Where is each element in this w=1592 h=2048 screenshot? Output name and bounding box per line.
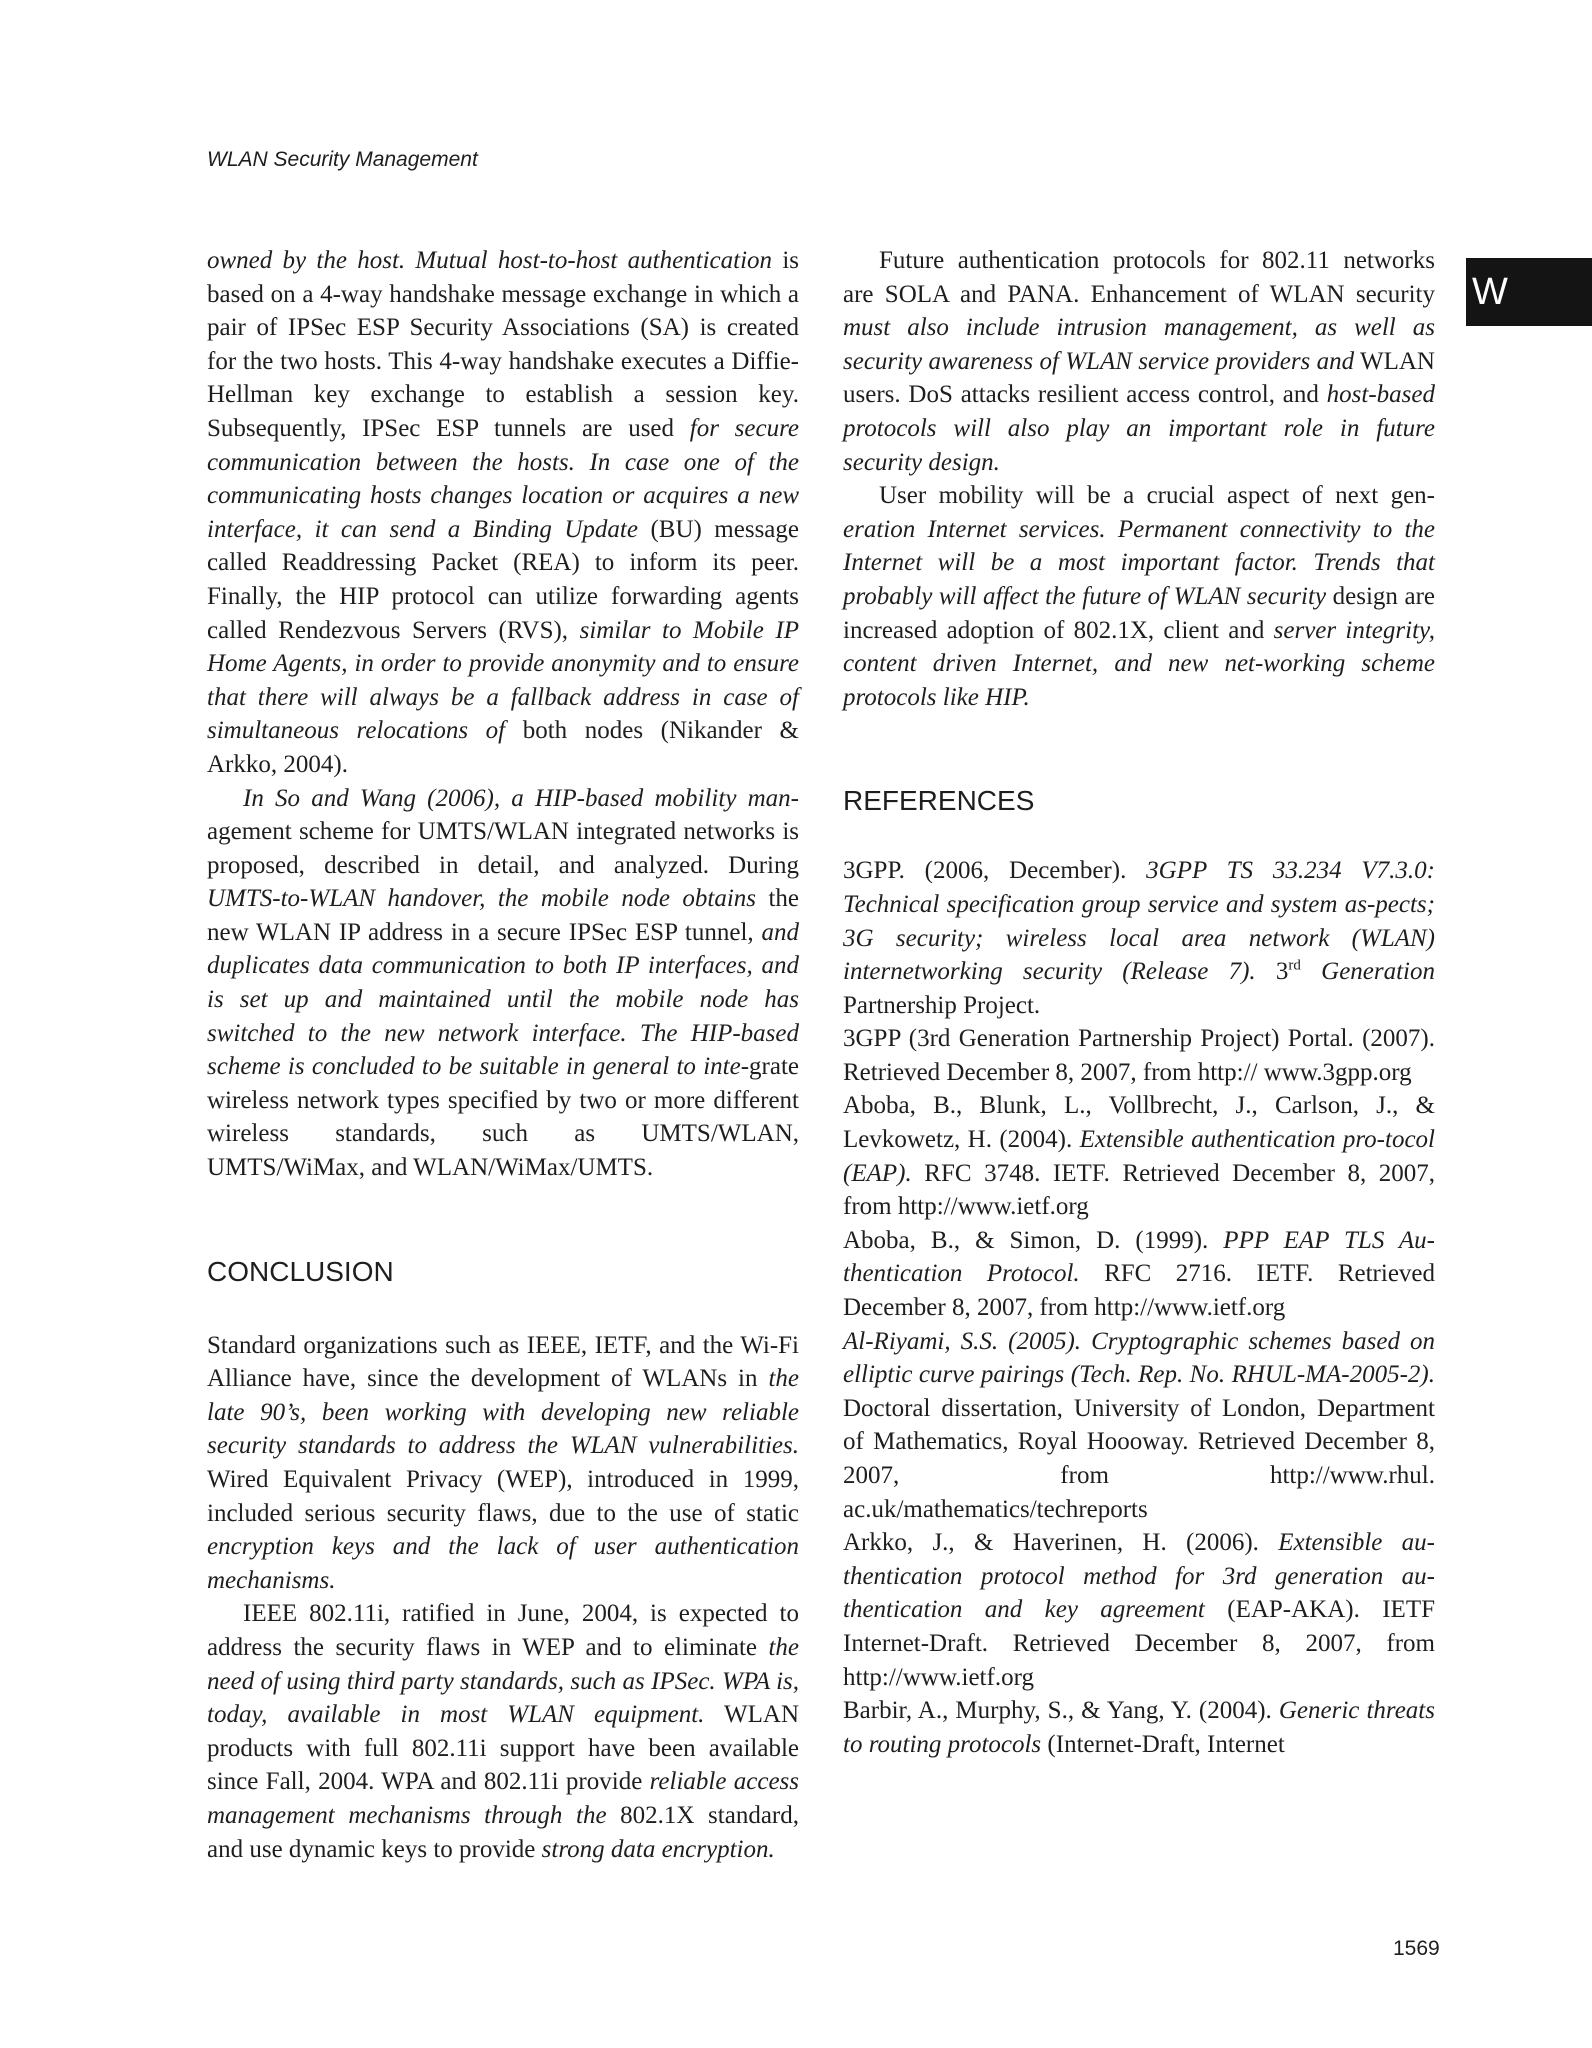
running-head: WLAN Security Management (207, 148, 478, 171)
left-column (207, 244, 799, 1866)
reference-entry: Barbir, A., Murphy, S., & Yang, Y. (2004). Generic threats to routing protocols (Internet-Draft, Internet (843, 1697, 1435, 1758)
reference-entry: 3GPP. (2006, December). 3GPP TS 33.234 V7.3.0: Technical specification group service and system as-pects; 3G security; wireless local area network (WLAN) internetworking security (Release 7). 3rd Generation Partnership Project. (843, 857, 1436, 1019)
conclusion-heading: CONCLUSION (207, 1255, 394, 1287)
reference-entry: Arkko, J., & Haverinen, H. (2006). Extensible au-thentication protocol method for 3rd generation au-thentication and key agreement (EAP-AKA). IETF Internet-Draft. Retrieved December 8, 2007, from http://www.ietf.org (843, 1529, 1435, 1691)
paragraph-conclusion-standards: Standard organizations such as IEEE, IETF, and the Wi-Fi Alliance have, since the development of WLANs in the late 90’s, been working with developing new reliable security standards to address the WLAN vulnerabilities. Wired Equivalent Privacy (WEP), introduced in 1999, included serious security flaws, due to the use of static encryption keys and the lack of user authentication mechanisms. (207, 1331, 799, 1594)
page-number: 1569 (1393, 1937, 1440, 1960)
section-thumb-tab: W (1466, 258, 1592, 326)
right-column (843, 244, 1435, 1761)
reference-entry: Al-Riyami, S.S. (2005). Cryptographic schemes based on elliptic curve pairings (Tech. Rep. No. RHUL-MA-2005-2). Doctoral dissertation, University of London, Department of Mathematics, Royal Hoooway. Retrieved December 8, 2007, from http://www.rhul. ac.uk/mathematics/techreports (843, 1327, 1435, 1523)
reference-entry: Aboba, B., & Simon, D. (1999). PPP EAP TLS Au-thentication Protocol. RFC 2716. IETF. Retrieved December 8, 2007, from http://www.ietf.org (843, 1226, 1436, 1322)
paragraph-conclusion-80211i: IEEE 802.11i, ratified in June, 2004, is expected to address the security flaws in WEP and to eliminate the need of using third party standards, such as IPSec. WPA is, today, available in most WLAN equipment. WLAN products with full 802.11i support have been available since Fall, 2004. WPA and 802.11i provide reliable access management mechanisms through the 802.1X standard, and use dynamic keys to provide strong data encryption. (207, 1600, 799, 1863)
reference-entry: 3GPP (3rd Generation Partnership Project) Portal. (2007). Retrieved December 8, 2007, from http:// www.3gpp.org (843, 1025, 1435, 1086)
reference-entry: Aboba, B., Blunk, L., Vollbrecht, J., Carlson, J., & Levkowetz, H. (2004). Extensible authentication pro-tocol (EAP). RFC 3748. IETF. Retrieved December 8, 2007, from http://www.ietf.org (843, 1092, 1435, 1221)
paragraph-hip-mobility: In So and Wang (2006), a HIP-based mobility man-agement scheme for UMTS/WLAN integrated networks is proposed, described in detail, and analyzed. During UMTS-to-WLAN handover, the mobile node obtains the new WLAN IP address in a secure IPSec ESP tunnel, and duplicates data communication to both IP interfaces, and is set up and maintained until the mobile node has switched to the new network interface. The HIP-based scheme is concluded to be suitable in general to inte-grate wireless network types specified by two or more different wireless standards, such as UMTS/WLAN, UMTS/WiMax, and WLAN/WiMax/UMTS. (207, 784, 799, 1182)
paragraph-hip-authentication: owned by the host. Mutual host-to-host authentication is based on a 4-way handshake message exchange in which a pair of IPSec ESP Security Associations (SA) is created for the two hosts. This 4-way handshake executes a Diffie-Hellman key exchange to establish a session key. Subsequently, IPSec ESP tunnels are used for secure communication between the hosts. In case one of the communicating hosts changes location or acquires a new interface, it can send a Binding Update (BU) message called Readdressing Packet (REA) to inform its peer. Finally, the HIP protocol can utilize forwarding agents called Rendezvous Servers (RVS), similar to Mobile IP Home Agents, in order to provide anonymity and to ensure that there will always be a fallback address in case of simultaneous relocations of both nodes (Nikander & Arkko, 2004). (207, 247, 800, 778)
references-heading: REFERENCES (843, 785, 1035, 817)
paragraph-future-protocols: Future authentication protocols for 802.11 networks are SOLA and PANA. Enhancement of WLAN security must also include intrusion management, as well as security awareness of WLAN service providers and WLAN users. DoS attacks resilient access control, and host-based protocols will also play an important role in future security design. (843, 247, 1435, 476)
paragraph-user-mobility: User mobility will be a crucial aspect of next gen-eration Internet services. Permanent connectivity to the Internet will be a most important factor. Trends that probably will affect the future of WLAN security design are increased adoption of 802.1X, client and server integrity, content driven Internet, and new net-working scheme protocols like HIP. (843, 482, 1435, 711)
